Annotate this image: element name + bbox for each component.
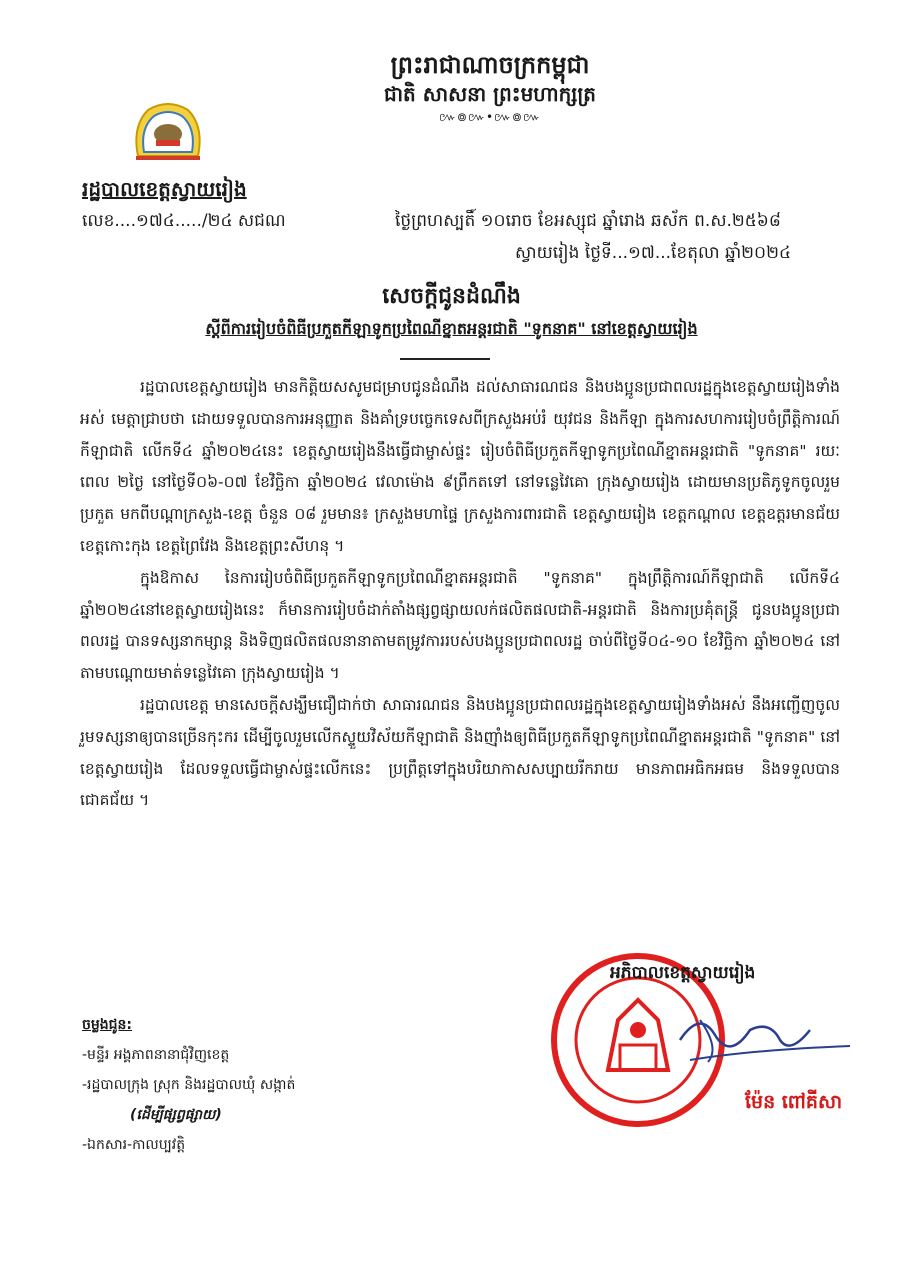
copy-to-note: (ដើម្បីផ្សព្វផ្សាយ) [130,1107,222,1123]
document-body [80,372,840,817]
signatory-name: ម៉ែន ពៅគីសា [745,1091,843,1113]
lunar-date: ថ្ងៃព្រហស្បតិ៍ ១០រោច ខែអស្សុជ ឆ្នាំរោង ឆស័ក ព.ស.២៥៦៨ [395,211,781,231]
paragraph-3: រដ្ឋបាលខេត្ត មានសេចក្តីសង្ឃឹមជឿជាក់ថា សាធារណជន និងបងប្អូនប្រជាពលរដ្ឋក្នុងខេត្តស្វាយរៀងទាំងអស់ នឹងអញ្ជើញចូលរួមទស្សនាឲ្យបានច្រើនកុះករ ដើម្បីចូលរួមលើកស្ទួយវិស័យកីឡាជាតិ និងញ៉ាំងឲ្យពិធីប្រកួតកីឡាទូកប្រពៃណីខ្នាតអន្តរជាតិ "ទូកនាគ" នៅខេត្តស្វាយរៀង ដែលទទួលធ្វើជាម្ចាស់ផ្ទះលើកនេះ ប្រព្រឹត្តទៅក្នុងបរិយាកាសសប្បាយរីករាយ មានភាពអធិកអធម និងទទួលបានជោគជ័យ ។ [80,695,840,810]
header-block [330,50,650,126]
header-ornament: ៚៙៚•៚៙៚ [439,110,541,124]
paragraph-1: រដ្ឋបាលខេត្តស្វាយរៀង មានកិត្តិយសសូមជម្រាបជូនដំណឹង ដល់សាធារណជន និងបងប្អូនប្រជាពលរដ្ឋក្នុងខេត្តស្វាយរៀងទាំងអស់ មេត្តាជ្រាបថា ដោយទទួលបានការអនុញ្ញាត និងគាំទ្របច្ចេកទេសពីក្រសួងអប់រំ យុវជន និងកីឡា ក្នុងការសហការរៀបចំព្រឹត្តិការណ៍កីឡាជាតិ លើកទី៤ ឆ្នាំ២០២៤នេះ ខេត្តស្វាយរៀងនឹងធ្វើជាម្ចាស់ផ្ទះ រៀបចំពិធីប្រកួតកីឡាទូកប្រពៃណីខ្នាតអន្តរជាតិ "ទូកនាគ" រយៈពេល ២ថ្ងៃ នៅថ្ងៃទី០៦-០៧ ខែវិច្ឆិកា ឆ្នាំ២០២៤ វេលាម៉ោង ៩ព្រឹកតទៅ នៅទន្លេវៃគោ ក្រុងស្វាយរៀង ដោយមានប្រតិភូទូកចូលរួមប្រកួត មកពីបណ្តាក្រសួង-ខេត្ត ចំនួន ០៨ រួមមាន៖ ក្រសួងមហាផ្ទៃ ក្រសួងការពារជាតិ ខេត្តស្វាយរៀង ខេត្តកណ្តាល ខេត្តឧត្តរមានជ័យ ខេត្តកោះកុង ខេត្តព្រៃវែង និងខេត្តព្រះសីហនុ ។ [80,378,840,555]
copy-to-item: -ឯកសារ-កាលប្បវត្តិ [82,1137,186,1153]
handwritten-signature-icon [660,1000,860,1080]
national-motto: ជាតិ សាសនា ព្រះមហាក្សត្រ [384,82,596,106]
provincial-emblem-icon [128,96,208,168]
copy-to-heading: ចម្លងជូន: [82,1017,133,1033]
kingdom-heading: ព្រះរាជាណាចក្រកម្ពុជា [390,51,590,79]
title-divider [400,358,490,360]
copy-to-list [82,1010,295,1160]
reference-number: លេខ....១៧៤...../២៤ សជណ [82,211,286,231]
document-subtitle: ស្តីពីការរៀបចំពិធីប្រកួតកីឡាទូកប្រពៃណីខ្នាតអន្តរជាតិ "ទូកនាគ" នៅខេត្តស្វាយរៀង [205,319,698,338]
copy-to-item: -រដ្ឋបាលក្រុង ស្រុក និងរដ្ឋបាលឃុំ សង្កាត់ [82,1077,296,1093]
document-title: សេចក្តីជូនដំណឹង [382,284,521,309]
issuing-authority: រដ្ឋបាលខេត្តស្វាយរៀង [82,177,247,201]
signatory-title: អភិបាលខេត្តស្វាយរៀង [610,963,756,983]
paragraph-2: ក្នុងឱកាស នៃការរៀបចំពិធីប្រកួតកីឡាទូកប្រពៃណីខ្នាតអន្តរជាតិ "ទូកនាគ" ក្នុងព្រឹត្តិការណ៍កីឡាជាតិ លើកទី៤ ឆ្នាំ២០២៤នៅខេត្តស្វាយរៀងនេះ ក៏មានការរៀបចំដាក់តាំងផ្សព្វផ្សាយលក់ផលិតផលជាតិ-អន្តរជាតិ និងការប្រគុំតន្ត្រី ជូនបងប្អូនប្រជាពលរដ្ឋ បានទស្សនាកម្សាន្ត និងទិញផលិតផលនានាតាមតម្រូវការរបស់បងប្អូនប្រជាពលរដ្ឋ ចាប់ពីថ្ងៃទី០៤-១០ ខែវិច្ឆិកា ឆ្នាំ២០២៤ នៅតាមបណ្តោយមាត់ទន្លេវៃគោ ក្រុងស្វាយរៀង ។ [80,568,840,683]
solar-date: ស្វាយរៀង ថ្ងៃទី...១៧...ខែតុលា ឆ្នាំ២០២៤ [515,243,791,263]
copy-to-item: -មន្ទីរ អង្គភាពនានាជុំវិញខេត្ត [82,1047,230,1063]
